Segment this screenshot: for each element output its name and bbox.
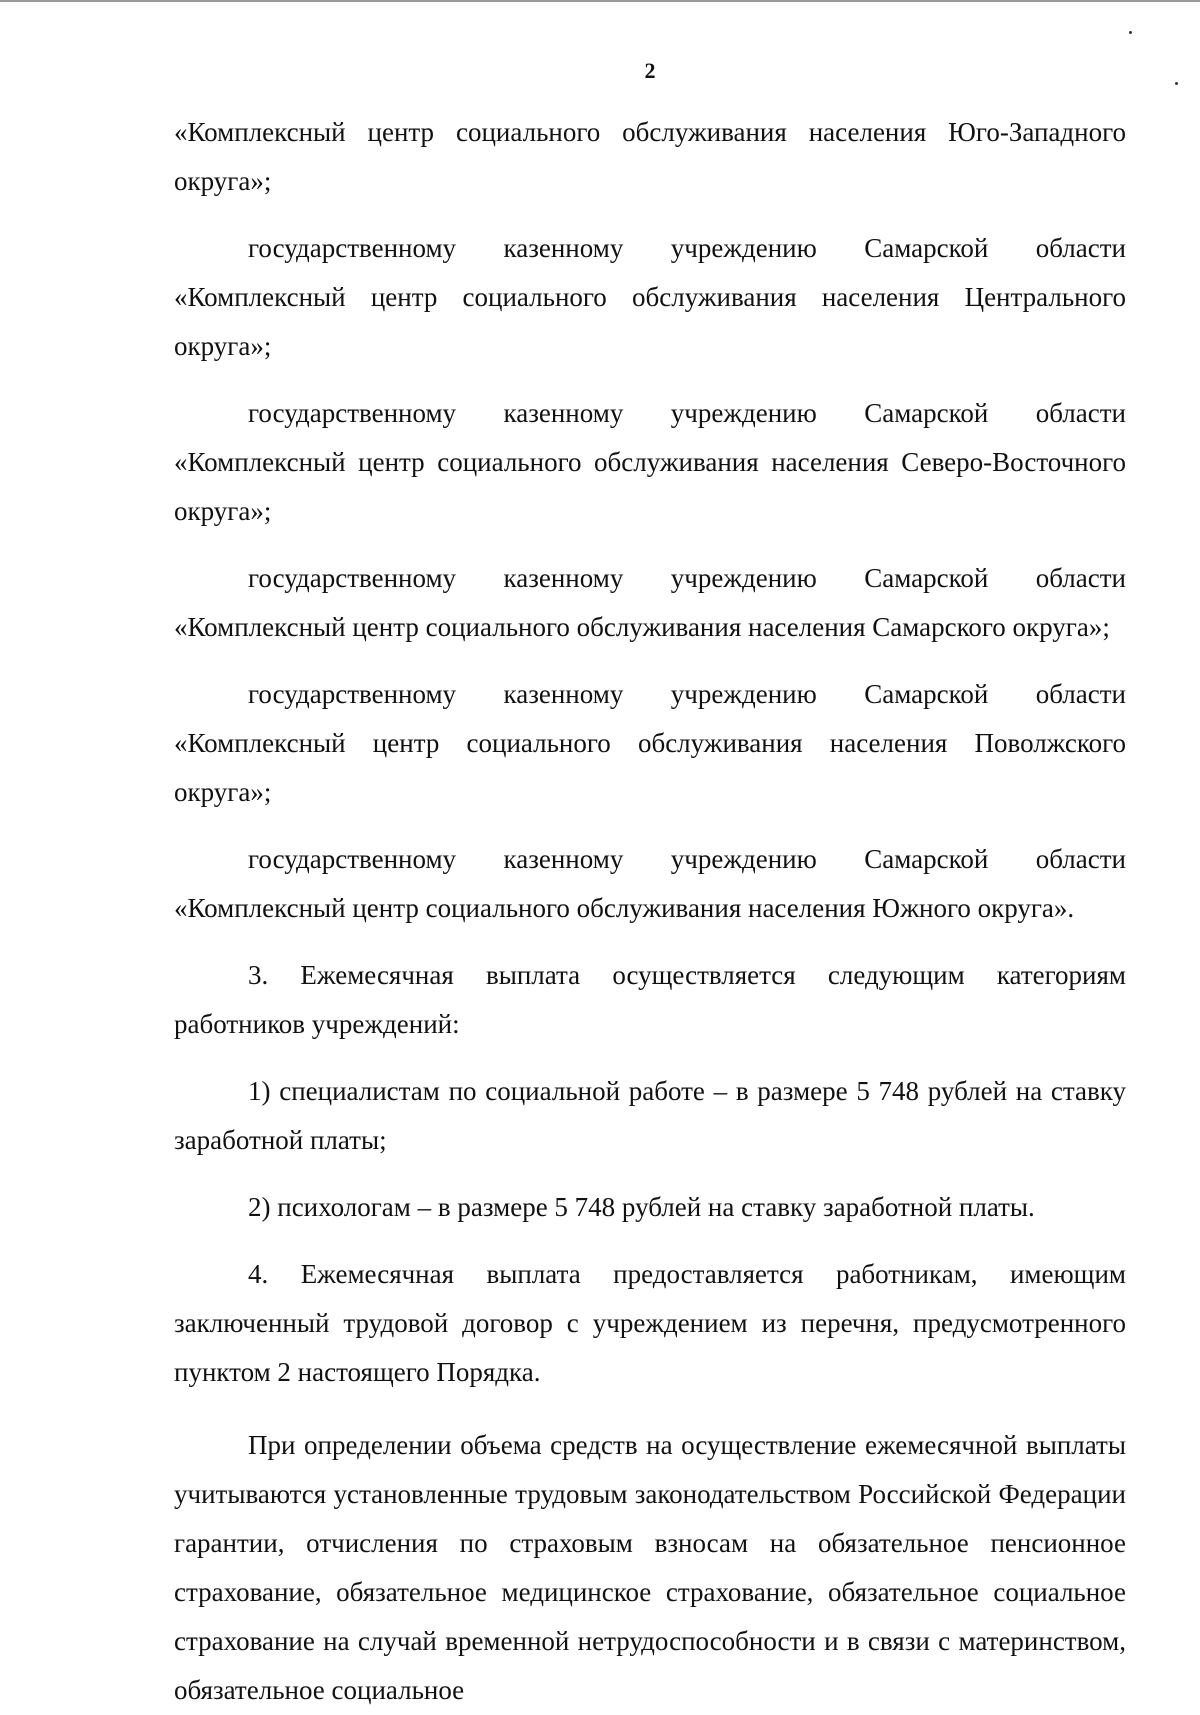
paragraph-text: государственному казенному учреждению Самарской области «Комплексный центр социального обслуживания населения Южного округа». [174,844,1126,923]
paragraph-7 [174,951,1126,1049]
paragraph-6 [174,835,1126,933]
paragraph-11 [174,1421,1126,1715]
paragraph-2 [174,224,1126,371]
paragraph-text: 3. Ежемесячная выплата осуществляется следующим категориям работников учреждений: [174,960,1126,1039]
paragraph-1 [174,108,1126,206]
paragraph-4 [174,554,1126,652]
paragraph-8 [174,1067,1126,1165]
paragraph-text: государственному казенному учреждению Самарской области «Комплексный центр социального обслуживания населения Центрального округа»; [174,233,1126,361]
paragraph-text: государственному казенному учреждению Самарской области «Комплексный центр социального обслуживания населения Самарского округа»; [174,563,1126,642]
paragraph-text: государственному казенному учреждению Самарской области «Комплексный центр социального обслуживания населения Северо-Восточного округа»; [174,398,1126,526]
paragraph-text: государственному казенному учреждению Самарской области «Комплексный центр социального обслуживания населения Поволжского округа»; [174,679,1126,807]
paragraph-text: При определении объема средств на осуществление ежемесячной выплаты учитываются установленные трудовым законодательством Российской Федерации гарантии, отчисления по страховым взносам на обязательное пенсионное страхование, обязательное медицинское страхование, обязательное социальное страхование на случай временной нетрудоспособности и в связи с материнством, обязательное социальное [174,1430,1126,1705]
paragraph-text: 2) психологам – в размере 5 748 рублей на ставку заработной платы. [248,1192,1035,1222]
paragraph-text: «Комплексный центр социального обслуживания населения Юго-Западного округа»; [174,117,1126,196]
page-number: 2 [644,58,656,83]
paragraph-10 [174,1250,1126,1397]
paragraph-5 [174,670,1126,817]
paragraph-text: 4. Ежемесячная выплата предоставляется работникам, имеющим заключенный трудовой договор с учреждением из перечня, предусмотренного пунктом 2 настоящего Порядка. [174,1259,1126,1387]
paragraph-9 [174,1183,1126,1232]
document-body [174,108,1126,1715]
scan-speck [1129,31,1132,34]
paragraph-text: 1) специалистам по социальной работе – в размере 5 748 рублей на ставку заработной платы; [174,1076,1126,1155]
paragraph-3 [174,389,1126,536]
